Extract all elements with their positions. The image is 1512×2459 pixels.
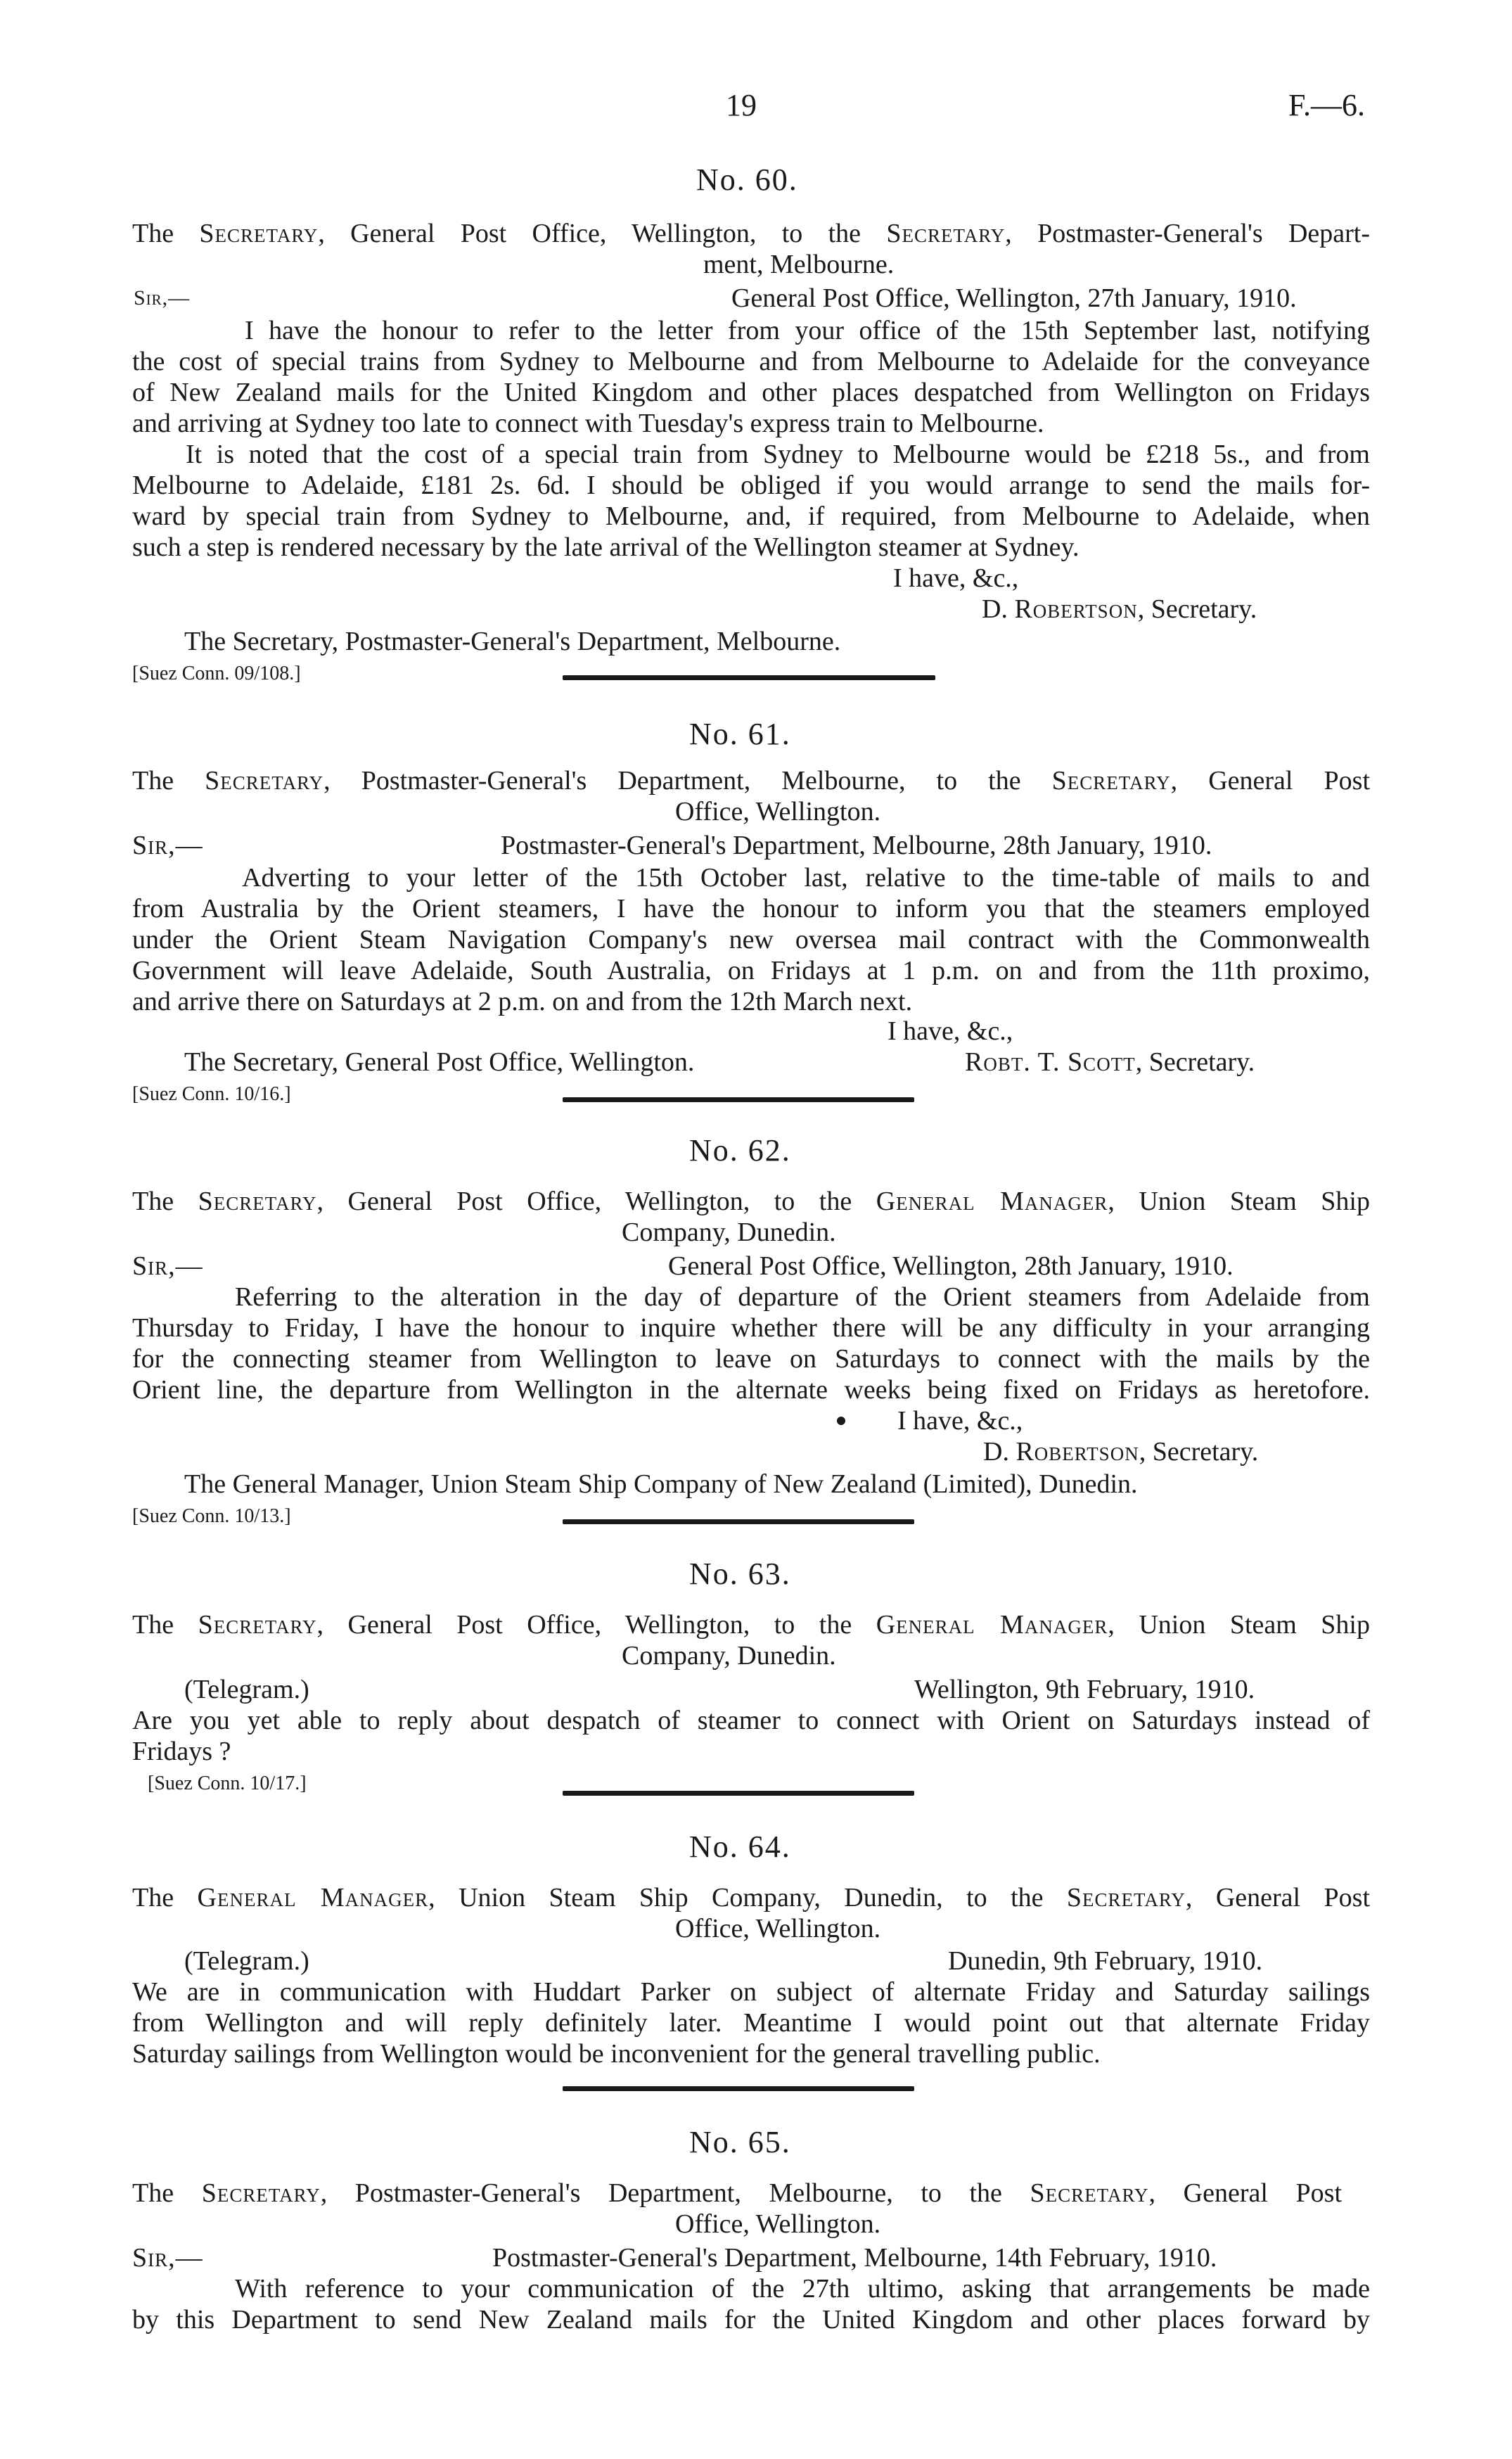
- body-line: Government will leave Adelaide, South Australia, on Fridays at 1 p.m. on and from the 11th proximo,: [132, 956, 1370, 985]
- body-line: We are in communication with Huddart Parker on subject of alternate Friday and Saturday sailings: [132, 1977, 1370, 2007]
- body-line: Referring to the alteration in the day of departure of the Orient steamers from Adelaide from: [235, 1282, 1370, 1312]
- body-line: Saturday sailings from Wellington would be inconvenient for the general travelling public.: [132, 2039, 1101, 2069]
- section-rule: [563, 1097, 914, 1102]
- salutation: Sir,—: [132, 1251, 203, 1281]
- letter-address-cont: Office, Wellington.: [675, 2209, 881, 2239]
- dateline: General Post Office, Wellington, 28th January, 1910.: [668, 1251, 1234, 1281]
- signature: Robt. T. Scott, Secretary.: [965, 1047, 1255, 1077]
- file-reference: [Suez Conn. 09/108.]: [132, 663, 301, 684]
- letter-number: No. 65.: [689, 2125, 791, 2159]
- letter-address-cont: Office, Wellington.: [675, 1914, 881, 1943]
- letter-address: The Secretary, Postmaster-General's Department, Melbourne, to the Secretary, General Post: [132, 766, 1371, 796]
- body-line: the cost of special trains from Sydney to Melbourne and from Melbourne to Adelaide for the conveyance: [132, 347, 1370, 376]
- file-reference: [Suez Conn. 10/16.]: [132, 1083, 291, 1105]
- letter-address-cont: ment, Melbourne.: [703, 250, 895, 279]
- body-line: for the connecting steamer from Wellington to leave on Saturdays to connect with the mails by the: [132, 1344, 1370, 1374]
- section-rule: [563, 2086, 914, 2091]
- body-line: such a step is rendered necessary by the late arrival of the Wellington steamer at Sydney.: [132, 532, 1079, 562]
- closing: I have, &c.,: [893, 563, 1019, 593]
- section-rule: [563, 675, 935, 680]
- closing: I have, &c.,: [897, 1406, 1023, 1436]
- body-line: It is noted that the cost of a special train from Sydney to Melbourne would be £218 5s., and from: [186, 440, 1370, 469]
- letter-number: No. 64.: [689, 1829, 791, 1864]
- recipient: The General Manager, Union Steam Ship Company of New Zealand (Limited), Dunedin.: [184, 1469, 1138, 1499]
- body-line: and arriving at Sydney too late to connect with Tuesday's express train to Melbourne.: [132, 409, 1044, 438]
- body-line: With reference to your communication of the 27th ultimo, asking that arrangements be made: [235, 2274, 1370, 2304]
- body-line: Adverting to your letter of the 15th October last, relative to the time-table of mails to and: [242, 863, 1370, 893]
- letter-address: The Secretary, Postmaster-General's Department, Melbourne, to the Secretary, General Post: [132, 2178, 1343, 2208]
- closing: I have, &c.,: [888, 1016, 1013, 1046]
- document-reference: F.—6.: [1288, 88, 1365, 122]
- letter-address: The Secretary, General Post Office, Wellington, to the General Manager, Union Steam Ship: [132, 1610, 1370, 1640]
- letter-number: No. 63.: [689, 1557, 791, 1591]
- section-rule: [563, 1519, 914, 1524]
- body-line: Thursday to Friday, I have the honour to inquire whether there will be any difficulty in your arranging: [132, 1313, 1370, 1343]
- dateline: Postmaster-General's Department, Melbourne, 28th January, 1910.: [501, 831, 1212, 860]
- body-line: Orient line, the departure from Wellington in the alternate weeks being fixed on Fridays as heretofore.: [132, 1375, 1370, 1405]
- dateline: Wellington, 9th February, 1910.: [914, 1675, 1255, 1704]
- recipient: The Secretary, Postmaster-General's Department, Melbourne.: [184, 627, 841, 656]
- letter-number: No. 61.: [689, 717, 791, 751]
- body-line: from Wellington and will reply definitely later. Meantime I would point out that alternate Friday: [132, 2008, 1370, 2038]
- letter-address: The Secretary, General Post Office, Wellington, to the Secretary, Postmaster-General's Depart-: [132, 219, 1370, 248]
- letter-number: No. 62.: [689, 1133, 791, 1168]
- salutation: Sir,—: [134, 286, 191, 309]
- body-line: Are you yet able to reply about despatch of steamer to connect with Orient on Saturdays instead of: [132, 1706, 1370, 1735]
- page-number: 19: [726, 88, 757, 122]
- body-line: ward by special train from Sydney to Melbourne, and, if required, from Melbourne to Adelaide, when: [132, 502, 1370, 531]
- dateline: General Post Office, Wellington, 27th January, 1910.: [731, 283, 1297, 313]
- body-line: Fridays ?: [132, 1737, 231, 1766]
- telegram-label: (Telegram.): [184, 1675, 309, 1704]
- signature: D. Robertson, Secretary.: [983, 1437, 1259, 1467]
- body-line: under the Orient Steam Navigation Company's new oversea mail contract with the Commonwealth: [132, 925, 1370, 954]
- body-line: and arrive there on Saturdays at 2 p.m. on and from the 12th March next.: [132, 987, 913, 1016]
- letter-address-cont: Office, Wellington.: [675, 797, 881, 826]
- body-line: by this Department to send New Zealand mails for the United Kingdom and other places forward by: [132, 2305, 1370, 2335]
- body-line: of New Zealand mails for the United Kingdom and other places despatched from Wellington on Fridays: [132, 378, 1370, 407]
- telegram-label: (Telegram.): [184, 1946, 309, 1976]
- recipient: The Secretary, General Post Office, Wellington.: [184, 1047, 695, 1077]
- signature: D. Robertson, Secretary.: [982, 594, 1257, 624]
- letter-address-cont: Company, Dunedin.: [622, 1218, 836, 1247]
- dateline: Postmaster-General's Department, Melbourne, 14th February, 1910.: [492, 2243, 1217, 2273]
- dateline: Dunedin, 9th February, 1910.: [948, 1946, 1263, 1976]
- letter-address: The General Manager, Union Steam Ship Company, Dunedin, to the Secretary, General Post: [132, 1883, 1370, 1912]
- salutation: Sir,—: [132, 831, 203, 860]
- salutation: Sir,—: [132, 2243, 203, 2273]
- print-mark: [837, 1417, 845, 1425]
- section-rule: [563, 1791, 914, 1796]
- body-line: from Australia by the Orient steamers, I have the honour to inform you that the steamers employed: [132, 894, 1370, 924]
- letter-address: The Secretary, General Post Office, Wellington, to the General Manager, Union Steam Ship: [132, 1187, 1370, 1216]
- body-line: I have the honour to refer to the letter from your office of the 15th September last, notifying: [245, 316, 1370, 345]
- letter-address-cont: Company, Dunedin.: [622, 1641, 836, 1671]
- body-line: Melbourne to Adelaide, £181 2s. 6d. I should be obliged if you would arrange to send the mails for-: [132, 471, 1370, 500]
- file-reference: [Suez Conn. 10/13.]: [132, 1505, 291, 1527]
- file-reference: [Suez Conn. 10/17.]: [148, 1773, 307, 1794]
- letter-number: No. 60.: [696, 162, 798, 197]
